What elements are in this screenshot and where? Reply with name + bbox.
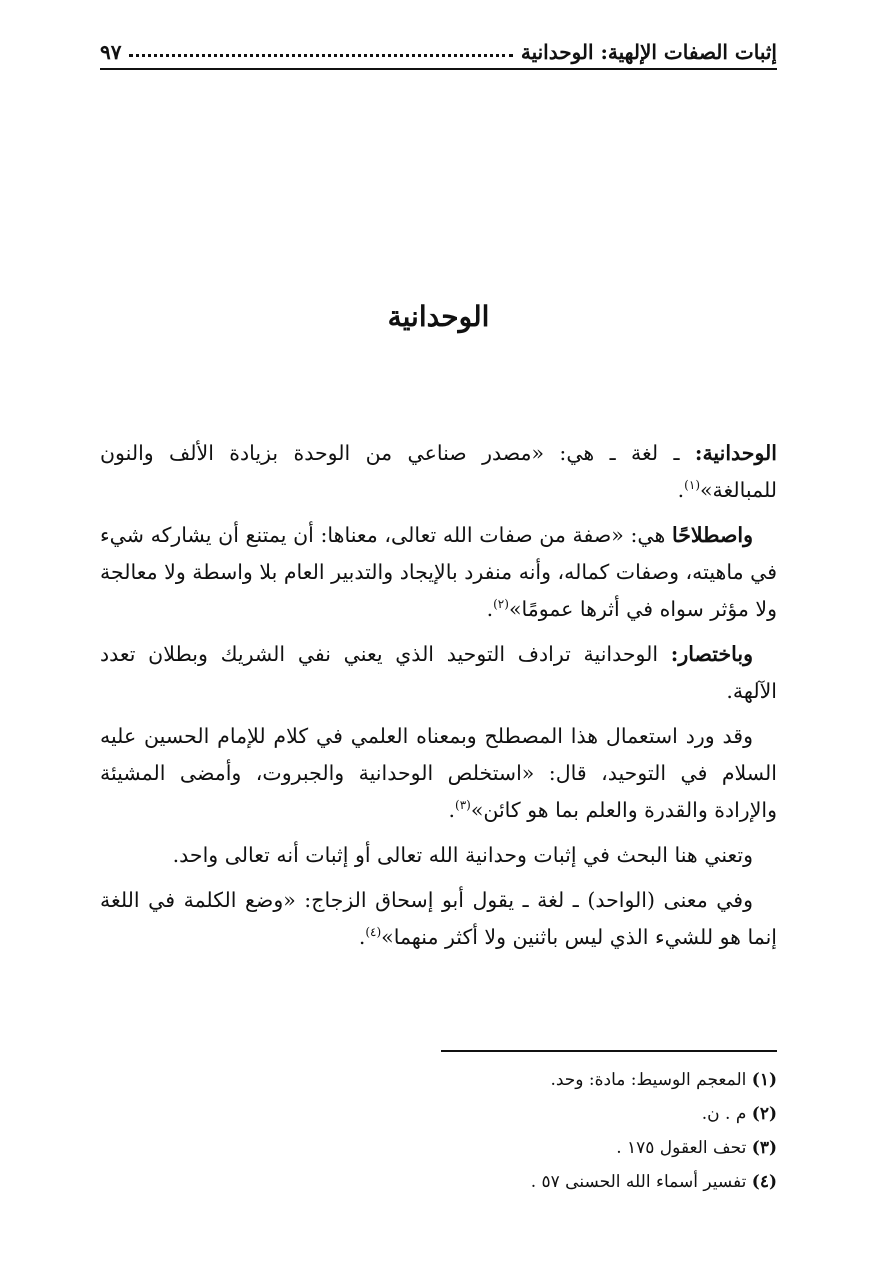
paragraph-term: وباختصار: xyxy=(670,642,753,666)
paragraph-end: . xyxy=(448,798,455,822)
paragraph-text: هي: «صفة من صفات الله تعالى، معناها: أن يمتنع أن يشاركه شيء في ماهيته، وصفات كماله، وأنه منفرد بالإيجاد والتدبير العام بلا واسطة ولا معالجة ولا مؤثر سواه في أثرها عمومًا» xyxy=(100,523,777,621)
paragraph xyxy=(100,837,777,874)
footnotes xyxy=(100,1063,777,1199)
footnote-number: (٤) xyxy=(751,1172,777,1192)
dot-leader xyxy=(129,54,512,57)
paragraph-end: . xyxy=(677,478,685,502)
footnote xyxy=(100,1131,777,1165)
footnote-number: (١) xyxy=(751,1070,777,1090)
page-number: ٩٧ xyxy=(100,40,122,64)
paragraph-text: الوحدانية ترادف التوحيد الذي يعني نفي الشريك وبطلان تعدد الآلهة. xyxy=(100,642,777,703)
footnote-ref[interactable]: (٣) xyxy=(455,798,471,813)
paragraph xyxy=(100,517,777,628)
paragraph xyxy=(100,718,777,829)
paragraph-text: ـ لغة ـ هي: «مصدر صناعي من الوحدة بزيادة الألف والنون للمبالغة» xyxy=(100,441,777,502)
footnote-separator xyxy=(441,1050,777,1052)
running-header xyxy=(100,30,777,70)
paragraph-text: وتعني هنا البحث في إثبات وحدانية الله تعالى أو إثبات أنه تعالى واحد. xyxy=(172,843,753,867)
footnote-number: (٣) xyxy=(751,1138,777,1158)
paragraph-term: واصطلاحًا xyxy=(672,523,753,547)
footnote xyxy=(100,1063,777,1097)
paragraph-term: الوحدانية: xyxy=(694,441,777,465)
footnote-text: المعجم الوسيط: مادة: وحد. xyxy=(550,1070,747,1090)
footnote-text: م . ن. xyxy=(701,1104,747,1124)
footnote-text: تفسير أسماء الله الحسنى ٥٧ . xyxy=(530,1172,747,1192)
footnote-number: (٢) xyxy=(751,1104,777,1124)
footnote xyxy=(100,1165,777,1199)
footnote-text: تحف العقول ١٧٥ . xyxy=(616,1138,747,1158)
footnote xyxy=(100,1097,777,1131)
paragraph-text: وفي معنى (الواحد) ـ لغة ـ يقول أبو إسحاق الزجاج: «وضع الكلمة في اللغة إنما هو للشيء الذي ليس باثنين ولا أكثر منهما» xyxy=(100,888,777,949)
paragraph xyxy=(100,636,777,710)
paragraph-end: . xyxy=(486,597,494,621)
paragraph xyxy=(100,882,777,956)
paragraph xyxy=(100,435,777,509)
footnote-ref[interactable]: (١) xyxy=(684,478,700,493)
paragraph-text: وقد ورد استعمال هذا المصطلح وبمعناه العلمي في كلام للإمام الحسين عليه السلام في التوحيد، قال: «استخلص الوحدانية والجبروت، وأمضى المشيئة والإرادة والقدرة والعلم بما هو كائن» xyxy=(100,724,777,822)
section-title: الوحدانية xyxy=(387,300,490,333)
footnote-ref[interactable]: (٢) xyxy=(493,597,509,612)
body-text xyxy=(100,435,777,964)
footnote-ref[interactable]: (٤) xyxy=(365,925,382,940)
paragraph-end: . xyxy=(358,925,366,949)
running-header-title: إثبات الصفات الإلهية: الوحدانية xyxy=(520,40,777,64)
